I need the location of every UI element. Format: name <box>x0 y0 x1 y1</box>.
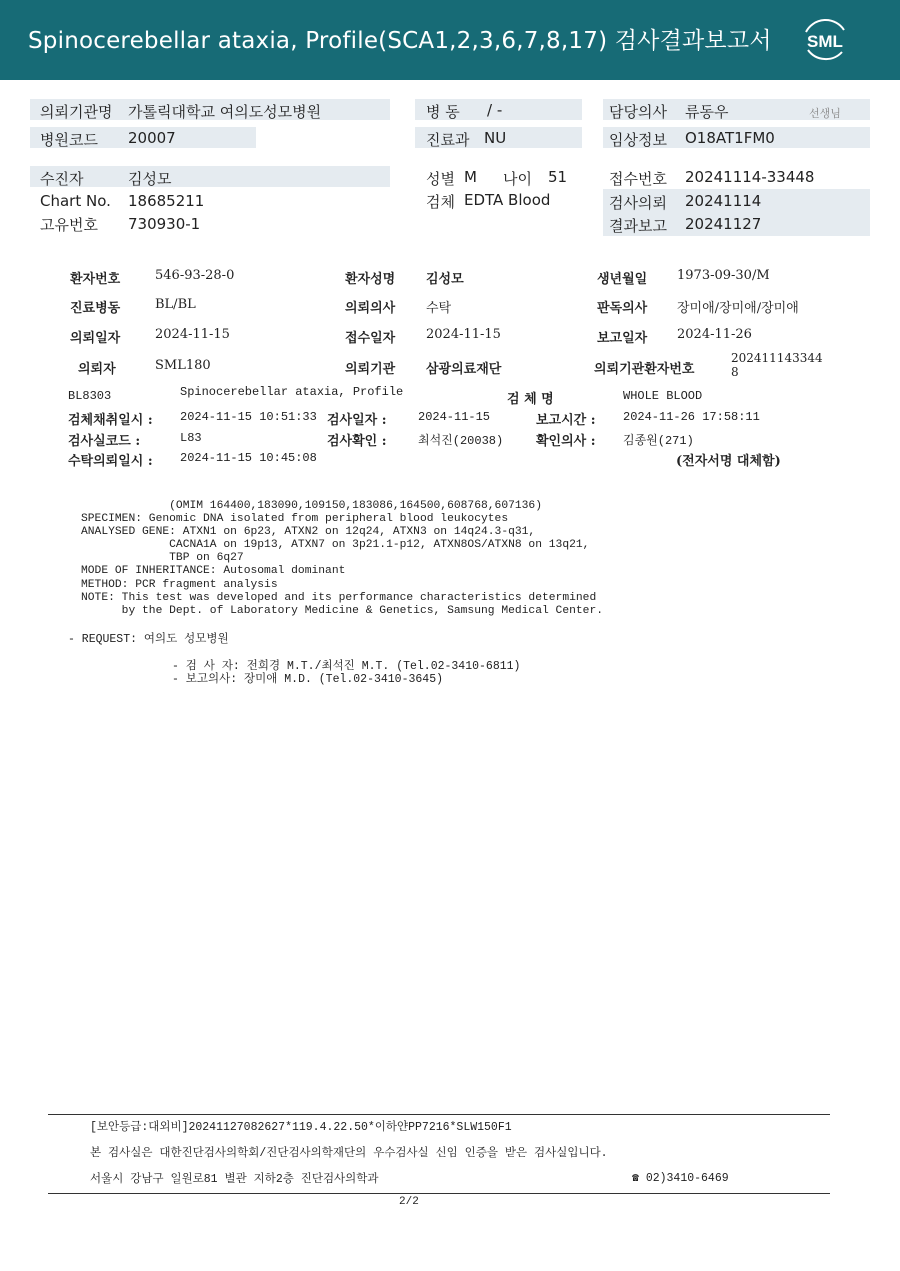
pb-value: 장미애/장미애/장미애 <box>677 301 799 316</box>
report-line: METHOD: PCR fragment analysis <box>81 578 278 591</box>
logo-text: SML <box>807 32 843 51</box>
esign-note: (전자서명 대체함) <box>676 454 781 469</box>
footer-bottom-rule <box>48 1193 830 1194</box>
lab-label: 검사실코드 : <box>68 434 141 449</box>
footer-top-rule <box>48 1114 830 1115</box>
report-line: (OMIM 164400,183090,109150,183086,164500,608768,607136) <box>81 500 542 512</box>
pb-label: 접수일자 <box>345 331 396 346</box>
pb-label: 보고일자 <box>597 331 648 346</box>
result-value: 20241127 <box>685 215 762 233</box>
pb-value: BL/BL <box>155 297 196 312</box>
pb-label: 생년월일 <box>597 272 648 287</box>
pb-value: SML180 <box>155 358 211 373</box>
pb-value: 546-93-28-0 <box>155 268 235 283</box>
accept-value: 2024-11-15 10:45:08 <box>180 451 317 465</box>
clinical-label: 임상정보 <box>609 131 667 149</box>
staff-line: - 보고의사: 장미애 M.D. (Tel.02-3410-3645) <box>172 673 443 686</box>
pb-value: 삼광의료재단 <box>426 362 502 377</box>
patient-label: 수진자 <box>40 170 84 188</box>
org-label: 의뢰기관명 <box>40 103 113 121</box>
specimen-label: 검체 <box>426 193 455 211</box>
pb-label: 의뢰일자 <box>70 331 121 346</box>
code-value: 20007 <box>128 129 176 147</box>
pb-value: 2024-11-15 <box>426 327 501 342</box>
doctor-suffix: 선생님 <box>809 107 841 120</box>
doctor-label: 담당의사 <box>609 103 667 121</box>
pb-value: 1973-09-30/M <box>677 268 770 283</box>
cert-line: 본 검사실은 대한진단검사의학회/진단검사의학재단의 우수검사실 신임 인증을 받은 검사실입니다. <box>90 1147 608 1160</box>
accept-label: 수탁의뢰일시 : <box>68 454 153 469</box>
request-line: - REQUEST: 여의도 성모병원 <box>68 633 229 646</box>
report-line: SPECIMEN: Genomic DNA isolated from peripheral blood leukocytes <box>81 513 509 526</box>
report-line: TBP on 6q27 <box>81 552 244 565</box>
report-header <box>0 0 900 80</box>
pb-label: 의뢰기관환자번호 <box>594 362 695 377</box>
confirm-value: 최석진(20038) <box>418 434 504 448</box>
collect-label: 검체채취일시 : <box>68 413 153 428</box>
pb-value: 2024-11-15 <box>155 327 230 342</box>
spec-label: 검 체 명 <box>507 392 554 407</box>
sex-label: 성별 <box>426 170 455 188</box>
doctor-value: 류동우 <box>685 103 729 121</box>
age-label: 나이 <box>503 170 532 188</box>
dept-value: NU <box>484 129 507 147</box>
pb-label: 환자번호 <box>70 272 121 287</box>
collect-value: 2024-11-15 10:51:33 <box>180 410 317 424</box>
report-line: by the Dept. of Laboratory Medicine & Genetics, Samsung Medical Center. <box>81 604 604 617</box>
ward-label: 병 동 <box>426 103 460 121</box>
ward-value: / - <box>487 101 503 119</box>
pb-label: 의뢰의사 <box>345 301 396 316</box>
report-line: MODE OF INHERITANCE: Autosomal dominant <box>81 565 346 578</box>
address-line: 서울시 강남구 일원로81 별관 지하2층 진단검사의학과 <box>90 1173 379 1186</box>
reporttime-label: 보고시간 : <box>536 413 596 428</box>
test-name: Spinocerebellar ataxia, Profile <box>180 385 404 399</box>
report-line: NOTE: This test was developed and its performance characteristics determined <box>81 591 597 604</box>
receipt-label: 접수번호 <box>609 170 667 188</box>
pb-value: 수탁 <box>426 301 452 316</box>
confirm-doc-label: 확인의사 : <box>536 434 596 449</box>
pb-value: 2024-11-26 <box>677 327 752 342</box>
page-number: 2/2 <box>399 1196 419 1208</box>
dept-label: 진료과 <box>426 131 470 149</box>
result-label: 결과보고 <box>609 217 667 235</box>
phone-line: ☎ 02)3410-6469 <box>632 1172 729 1185</box>
testdate-value: 2024-11-15 <box>418 410 491 424</box>
patient-value: 김성모 <box>128 170 172 188</box>
org-value: 가톨릭대학교 여의도성모병원 <box>128 103 322 121</box>
chart-label: Chart No. <box>40 192 111 210</box>
testdate-label: 검사일자 : <box>327 413 387 428</box>
reporttime-value: 2024-11-26 17:58:11 <box>623 410 760 424</box>
report-body <box>81 500 603 618</box>
pb-label: 환자성명 <box>345 272 396 287</box>
staff-line: - 검 사 자: 전희경 M.T./최석진 M.T. (Tel.02-3410-6811) <box>172 660 521 673</box>
spec-value: WHOLE BLOOD <box>623 389 703 403</box>
patient-box <box>30 166 390 187</box>
pb-value-extra: 8 <box>731 365 739 379</box>
uid-label: 고유번호 <box>40 216 98 234</box>
request-label: 검사의뢰 <box>609 194 667 212</box>
request-value: 20241114 <box>685 192 762 210</box>
security-line: [보안등급:대외비]20241127082627*119.4.22.50*이하얀PP7216*SLW150F1 <box>90 1121 512 1134</box>
report-line: CACNA1A on 19p13, ATXN7 on 3p21.1-p12, ATXN8OS/ATXN8 on 13q21, <box>81 539 590 552</box>
pb-label: 의뢰기관 <box>345 362 396 377</box>
uid-value: 730930-1 <box>128 215 201 233</box>
chart-value: 18685211 <box>128 192 205 210</box>
code-label: 병원코드 <box>40 131 98 149</box>
pb-label: 판독의사 <box>597 301 648 316</box>
clinical-value: O18AT1FM0 <box>685 129 775 147</box>
specimen-value: EDTA Blood <box>464 191 551 209</box>
lab-value: L83 <box>180 431 202 445</box>
pb-label: 진료병동 <box>70 301 121 316</box>
report-line: ANALYSED GENE: ATXN1 on 6p23, ATXN2 on 12q24, ATXN3 on 14q24.3-q31, <box>81 526 536 539</box>
pb-label: 의뢰자 <box>78 362 116 377</box>
sml-logo <box>798 14 852 66</box>
age-value: 51 <box>548 168 568 186</box>
confirm-doc-value: 김종원(271) <box>623 434 694 448</box>
sex-value: M <box>464 168 477 186</box>
receipt-value: 20241114-33448 <box>685 168 815 186</box>
test-code: BL8303 <box>68 389 112 403</box>
pb-value: 김성모 <box>426 272 464 287</box>
confirm-label: 검사확인 : <box>327 434 387 449</box>
pb-value: 202411143344 <box>731 351 823 365</box>
report-title: Spinocerebellar ataxia, Profile(SCA1,2,3,6,7,8,17) 검사결과보고서 <box>28 28 772 54</box>
